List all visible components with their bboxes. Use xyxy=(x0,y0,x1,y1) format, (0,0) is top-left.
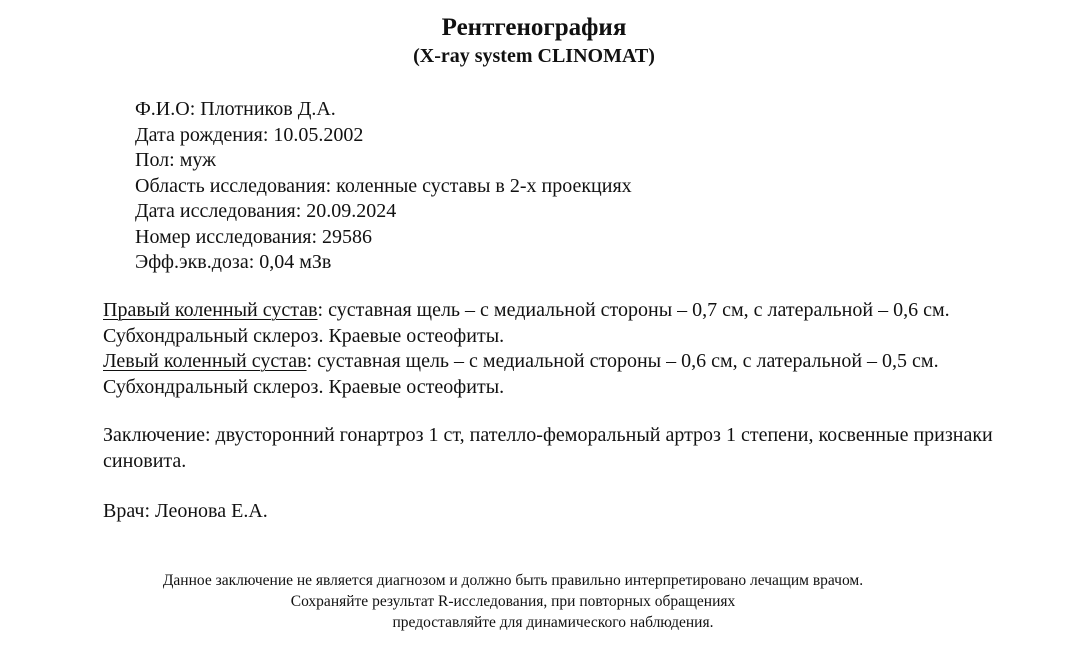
right-knee-finding xyxy=(103,298,1013,349)
doctor-signature: Врач: Леонова Е.А. xyxy=(103,500,268,522)
right-knee-label: Правый коленный сустав xyxy=(103,299,318,321)
patient-sex: Пол: муж xyxy=(135,149,216,171)
disclaimer-line-2: Сохраняйте результат R-исследования, при повторных обращениях xyxy=(290,593,736,610)
patient-birth-date: Дата рождения: 10.05.2002 xyxy=(135,123,364,146)
left-knee-label: Левый коленный сустав xyxy=(103,350,307,372)
patient-info-block xyxy=(135,97,632,276)
left-knee-finding xyxy=(103,349,1013,400)
study-number: Номер исследования: 29586 xyxy=(135,225,373,248)
left-knee-text: : суставная щель – с медиальной стороны – 0,6 см, с латеральной – 0,5 см. Субхондральный склероз. Краевые остеофиты. xyxy=(103,350,939,398)
study-date: Дата исследования: 20.09.2024 xyxy=(135,200,397,222)
right-knee-text: : суставная щель – с медиальной стороны – 0,7 см, с латеральной – 0,6 см. Субхондральный склероз. Краевые остеофиты. xyxy=(103,299,950,347)
page-title: Рентгенография xyxy=(441,14,627,41)
disclaimer-line-1: Данное заключение не является диагнозом и должно быть правильно интерпретировано лечащим врачом. xyxy=(162,572,864,589)
patient-name: Ф.И.О: Плотников Д.А. xyxy=(135,98,336,120)
study-area: Область исследования: коленные суставы в 2-х проекциях xyxy=(135,174,632,197)
conclusion-text: Заключение: двусторонний гонартроз 1 ст, пателло-феморальный артроз 1 степени, косвенные признаки синовита. xyxy=(103,424,993,472)
disclaimer-footer xyxy=(0,570,1026,633)
page-subtitle: (X-ray system CLINOMAT) xyxy=(413,45,655,67)
findings-block xyxy=(103,298,1013,400)
disclaimer-line-3: предоставляйте для динамического наблюдения. xyxy=(392,614,714,631)
effective-dose: Эфф.экв.доза: 0,04 мЗв xyxy=(135,251,332,273)
